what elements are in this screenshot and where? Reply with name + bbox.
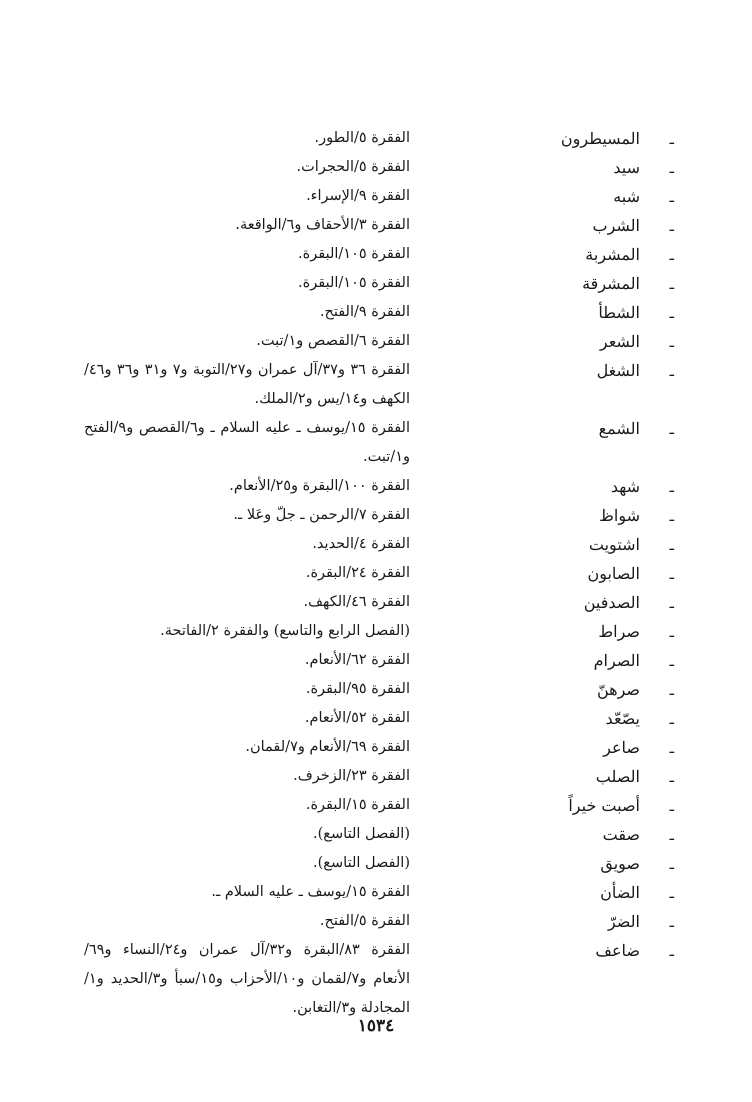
entry-dash: ـ bbox=[669, 942, 674, 960]
entry-dash: ـ bbox=[669, 768, 674, 786]
entry-dash: ـ bbox=[669, 594, 674, 612]
entry-reference: (الفصل الرابع والتاسع) والفقرة ٢/الفاتحة. bbox=[160, 623, 410, 639]
entry-reference: الفقرة ٥/الفتح. bbox=[319, 913, 410, 929]
entry-term: الشعر bbox=[599, 332, 640, 351]
entry-dash: ـ bbox=[669, 304, 674, 322]
entry-reference: (الفصل التاسع). bbox=[313, 855, 410, 871]
entry-reference: الفقرة ٥/الحجرات. bbox=[296, 159, 410, 175]
entry-dash: ـ bbox=[669, 246, 674, 264]
entry-term: الضرّ bbox=[607, 912, 640, 931]
entry-dash: ـ bbox=[669, 478, 674, 496]
entry-dash: ـ bbox=[669, 652, 674, 670]
index-entry bbox=[0, 791, 752, 820]
index-entry bbox=[0, 820, 752, 849]
index-entry bbox=[0, 240, 752, 269]
entry-term: شبه bbox=[613, 187, 640, 206]
index-entry bbox=[0, 849, 752, 878]
entry-reference: الفقرة ٨٣/البقرة و٣٢/آل عمران و٢٤/النساء و٦٩/الأنعام و٧/لقمان و١٠/الأحزاب و١٥/سبأ و٣/الحديد و١/المجادلة و٣/التغابن. bbox=[84, 942, 411, 1016]
entry-dash: ـ bbox=[669, 333, 674, 351]
entry-dash: ـ bbox=[669, 536, 674, 554]
entry-reference: الفقرة ١٠٥/البقرة. bbox=[298, 246, 410, 262]
index-entry bbox=[0, 936, 752, 1023]
entry-dash: ـ bbox=[669, 188, 674, 206]
entry-dash: ـ bbox=[669, 420, 674, 438]
entry-term: الصدفين bbox=[583, 593, 640, 612]
entry-dash: ـ bbox=[669, 710, 674, 728]
entry-dash: ـ bbox=[669, 362, 674, 380]
entry-reference: الفقرة ١٠٠/البقرة و٢٥/الأنعام. bbox=[229, 478, 410, 494]
entry-term: اشتويت bbox=[588, 535, 640, 554]
entry-term: الشغل bbox=[596, 361, 640, 380]
index-entry bbox=[0, 646, 752, 675]
index-entry bbox=[0, 182, 752, 211]
index-entry bbox=[0, 530, 752, 559]
entry-dash: ـ bbox=[669, 855, 674, 873]
entry-reference: الفقرة ١٥/يوسف ـ عليه السلام ـ و٦/القصص و٩/الفتح و١/تبت. bbox=[84, 420, 411, 465]
entry-term: يصّعّد bbox=[605, 709, 640, 728]
entry-reference: الفقرة ٢٤/البقرة. bbox=[305, 565, 410, 581]
index-entry bbox=[0, 211, 752, 240]
entry-term: شواظ bbox=[599, 506, 640, 525]
index-entry bbox=[0, 675, 752, 704]
entry-dash: ـ bbox=[669, 884, 674, 902]
index-entry bbox=[0, 704, 752, 733]
entry-dash: ـ bbox=[669, 826, 674, 844]
entry-reference: الفقرة ٧/الرحمن ـ جلّ وعَلا ـ. bbox=[233, 507, 410, 523]
entry-dash: ـ bbox=[669, 623, 674, 641]
index-entry bbox=[0, 327, 752, 356]
index-entry bbox=[0, 878, 752, 907]
entry-reference: الفقرة ٢٣/الزخرف. bbox=[293, 768, 410, 784]
index-entry bbox=[0, 472, 752, 501]
entry-reference: الفقرة ٥/الطور. bbox=[314, 130, 410, 146]
entry-dash: ـ bbox=[669, 565, 674, 583]
entry-term: صرهنّ bbox=[596, 680, 640, 699]
index-entry bbox=[0, 501, 752, 530]
index-entry bbox=[0, 762, 752, 791]
entry-reference: الفقرة ٩/الإسراء. bbox=[306, 188, 410, 204]
entry-term: صاعر bbox=[603, 738, 640, 757]
entry-term: الصابون bbox=[587, 564, 640, 583]
index-entry bbox=[0, 617, 752, 646]
entry-dash: ـ bbox=[669, 130, 674, 148]
entry-dash: ـ bbox=[669, 739, 674, 757]
entry-reference: (الفصل التاسع). bbox=[313, 826, 410, 842]
index-entry bbox=[0, 356, 752, 414]
entry-dash: ـ bbox=[669, 913, 674, 931]
entry-term: المشرقة bbox=[582, 274, 640, 293]
entry-dash: ـ bbox=[669, 275, 674, 293]
index-entry bbox=[0, 588, 752, 617]
entry-term: المشربة bbox=[585, 245, 640, 264]
entry-dash: ـ bbox=[669, 681, 674, 699]
entry-reference: الفقرة ٣/الأحقاف و٦/الواقعة. bbox=[235, 217, 410, 233]
entry-term: صقت bbox=[602, 825, 640, 844]
entry-dash: ـ bbox=[669, 159, 674, 177]
entry-reference: الفقرة ٥٢/الأنعام. bbox=[304, 710, 410, 726]
entry-term: صويق bbox=[600, 854, 640, 873]
entry-term: الشمع bbox=[598, 419, 640, 438]
index-entry bbox=[0, 153, 752, 182]
entry-term: الشرب bbox=[592, 216, 640, 235]
index-entry bbox=[0, 559, 752, 588]
entry-term: الصرام bbox=[593, 651, 640, 670]
entry-term: الضأن bbox=[600, 883, 640, 902]
entry-term: المسيطرون bbox=[560, 129, 640, 148]
index-entry bbox=[0, 414, 752, 472]
entry-reference: الفقرة ٩/الفتح. bbox=[319, 304, 410, 320]
entry-reference: الفقرة ٦/القصص و١/تبت. bbox=[256, 333, 410, 349]
index-entry bbox=[0, 907, 752, 936]
entry-reference: الفقرة ٣٦ و٣٧/آل عمران و٢٧/التوبة و٧ و٣١ و٣٦ و٤٦/الكهف و١٤/يس و٢/الملك. bbox=[84, 362, 410, 407]
entry-reference: الفقرة ٤٦/الكهف. bbox=[303, 594, 410, 610]
entry-term: أصبت خيراً bbox=[568, 796, 640, 815]
entry-term: سيد bbox=[613, 158, 640, 177]
entry-dash: ـ bbox=[669, 507, 674, 525]
entry-reference: الفقرة ٦٢/الأنعام. bbox=[304, 652, 410, 668]
entry-reference: الفقرة ٦٩/الأنعام و٧/لقمان. bbox=[245, 739, 410, 755]
entry-dash: ـ bbox=[669, 217, 674, 235]
entry-reference: الفقرة ٩٥/البقرة. bbox=[305, 681, 410, 697]
page-number: ١٥٣٤ bbox=[357, 1016, 395, 1036]
entry-term: شهد bbox=[610, 477, 640, 496]
entry-reference: الفقرة ٤/الحديد. bbox=[312, 536, 410, 552]
index-entry bbox=[0, 298, 752, 327]
entry-term: الصلب bbox=[595, 767, 640, 786]
index-entries bbox=[0, 124, 752, 1023]
entry-reference: الفقرة ١٥/يوسف ـ عليه السلام ـ. bbox=[211, 884, 410, 900]
entry-reference: الفقرة ١٥/البقرة. bbox=[305, 797, 410, 813]
entry-dash: ـ bbox=[669, 797, 674, 815]
index-entry bbox=[0, 733, 752, 762]
entry-term: صراط bbox=[598, 622, 640, 641]
index-entry bbox=[0, 124, 752, 153]
entry-reference: الفقرة ١٠٥/البقرة. bbox=[298, 275, 410, 291]
index-entry bbox=[0, 269, 752, 298]
entry-term: ضاعف bbox=[595, 941, 640, 960]
entry-term: الشطأ bbox=[598, 303, 640, 322]
